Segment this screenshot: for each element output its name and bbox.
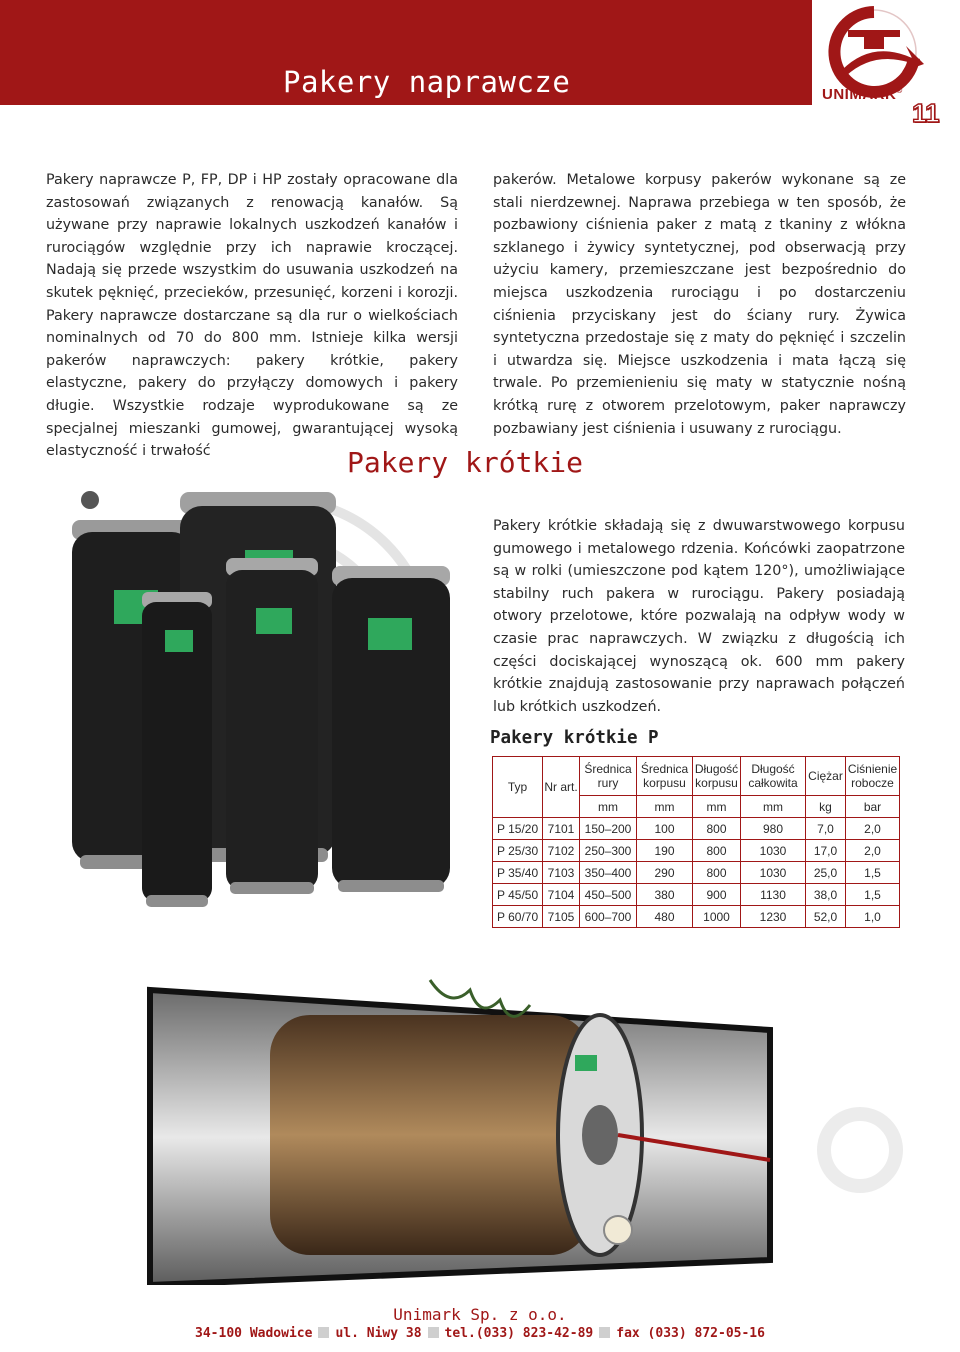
cell: 980 [741,818,806,840]
separator-square-icon [599,1327,610,1338]
pipe-cutaway-illustration [130,960,930,1285]
table-row [493,906,900,928]
cell: 2,0 [846,840,900,862]
cell: 190 [637,840,693,862]
header-ciezar: Ciężar [806,757,846,796]
table-row [493,862,900,884]
cell: 1,5 [846,884,900,906]
unit-cell: mm [637,796,693,818]
cell: 600–700 [580,906,637,928]
unit-cell: bar [846,796,900,818]
unit-cell: kg [806,796,846,818]
table-header-row [493,757,900,796]
cell: 480 [637,906,693,928]
cell: 7103 [543,862,580,884]
footer-fax: fax (033) 872-05-16 [616,1326,765,1341]
table-title: Pakery krótkie P [490,728,659,748]
cell: 450–500 [580,884,637,906]
header-typ: Typ [493,757,543,818]
cell: 250–300 [580,840,637,862]
cell: 1,5 [846,862,900,884]
cell: 1130 [741,884,806,906]
page-title: Pakery naprawcze [283,65,571,99]
footer-phone: tel.(033) 823-42-89 [444,1326,594,1341]
cell: 100 [637,818,693,840]
page-number: 11 [912,98,940,128]
header-dlugosc-korpusu: Długość korpusu [693,757,741,796]
intro-right-column: pakerów. Metalowe korpusy pakerów wykonane są ze stali nierdzewnej. Naprawa przebiega w ten sposób, że pozbawiony ciśnienia paker z matą z tkaniny z włókna szklanego i żywicy syntetycznej, pod obserwacją przy użyciu kamery, przemieszczane jest bezpośrednio do miejsca uszkodzenia rurociągu i po dostarczeniu ciśnienia przyciskany jest do ściany rury. Żywica syntetyczna przedostaje się z maty do pęknięć i szczelin i utwardza się. Miejsce uszkodzenia i mata łączą się trwale. Po przemienieniu się maty w statycznie nośną krótką rurę z otworem przelotowym, paker naprawczy pozbawiany jest ciśnienia i usuwany z rurociągu. [493,172,906,437]
cell: 2,0 [846,818,900,840]
cell: 17,0 [806,840,846,862]
cell: 900 [693,884,741,906]
section-title: Pakery krótkie [347,446,584,479]
table-row [493,884,900,906]
cell: 1030 [741,840,806,862]
cell: 800 [693,840,741,862]
cell: 1030 [741,862,806,884]
header-srednica-rury: Średnica rury [580,757,637,796]
footer-address: 34-100 Wadowice [195,1326,313,1341]
header-dlugosc-calkowita: Długość całkowita [741,757,806,796]
footer-street: ul. Niwy 38 [335,1326,422,1341]
footer-contact [0,1326,960,1341]
section-description: Pakery krótkie składają się z dwuwarstwowego korpusu gumowego i metalowego rdzenia. Końcówki zaopatrzone są w rolki (umieszczone pod kątem 120°), umożliwiające stabilny ruch pakera w rurociągu. Pakery posiadają otwory przelotowe, które pozwalają na odpływ wody w czasie prac naprawczych. W związku z długością ich części dociskającej wynoszącą ok. 600 mm pakery krótkie znajdują zastosowanie przy naprawach połączeń lub krótkich uszkodzeń. [493,518,905,715]
separator-square-icon [428,1327,439,1338]
packers-photo [30,470,460,920]
cell: 800 [693,862,741,884]
cell: P 60/70 [493,906,543,928]
cell: 290 [637,862,693,884]
cell: 1000 [693,906,741,928]
cell: 380 [637,884,693,906]
unit-cell: mm [693,796,741,818]
cell: 800 [693,818,741,840]
cell: 150–200 [580,818,637,840]
intro-left-column: Pakery naprawcze P, FP, DP i HP zostały opracowane dla zastosowań związanych z renowacją kanałów. Są używane przy naprawie lokalnych uszkodzeń kanałów i rurociągów względnie przy ich naprawie kroczącej. Nadają się przede wszystkim do usuwania uszkodzeń na skutek pęknięć, przecieków, przesunięć, korzeni i korozji. Pakery naprawcze dostarczane są dla rur o wielkościach nominalnych od 70 do 800 mm. Istnieje kilka wersji pakerów naprawczych: pakery krótkie, pakery elastyczne, pakery do przyłączy domowych i pakery długie. Wszystkie rodzaje wyprodukowane są ze specjalnej mieszanki gumowej, gwarantującej wysoką elastyczność i trwałość [46,172,458,460]
cell: 7105 [543,906,580,928]
cell: P 35/40 [493,862,543,884]
header-cisnienie: Ciśnienie robocze [846,757,900,796]
header-srednica-korpusu: Średnica korpusu [637,757,693,796]
cell: 1230 [741,906,806,928]
cell: 7102 [543,840,580,862]
cell: 7,0 [806,818,846,840]
cell: 25,0 [806,862,846,884]
header-nr-art: Nr art. [543,757,580,818]
table-row [493,840,900,862]
spec-table [492,756,900,928]
cell: 7104 [543,884,580,906]
cell: 7101 [543,818,580,840]
separator-square-icon [318,1327,329,1338]
cell: P 45/50 [493,884,543,906]
table-row [493,818,900,840]
unit-cell: mm [741,796,806,818]
unit-cell: mm [580,796,637,818]
cell: 350–400 [580,862,637,884]
cell: P 25/30 [493,840,543,862]
cell: 52,0 [806,906,846,928]
brand-name: UNIMARK® [822,86,903,103]
cell: 1,0 [846,906,900,928]
cell: 38,0 [806,884,846,906]
cell: P 15/20 [493,818,543,840]
footer-company: Unimark Sp. z o.o. [393,1305,567,1324]
